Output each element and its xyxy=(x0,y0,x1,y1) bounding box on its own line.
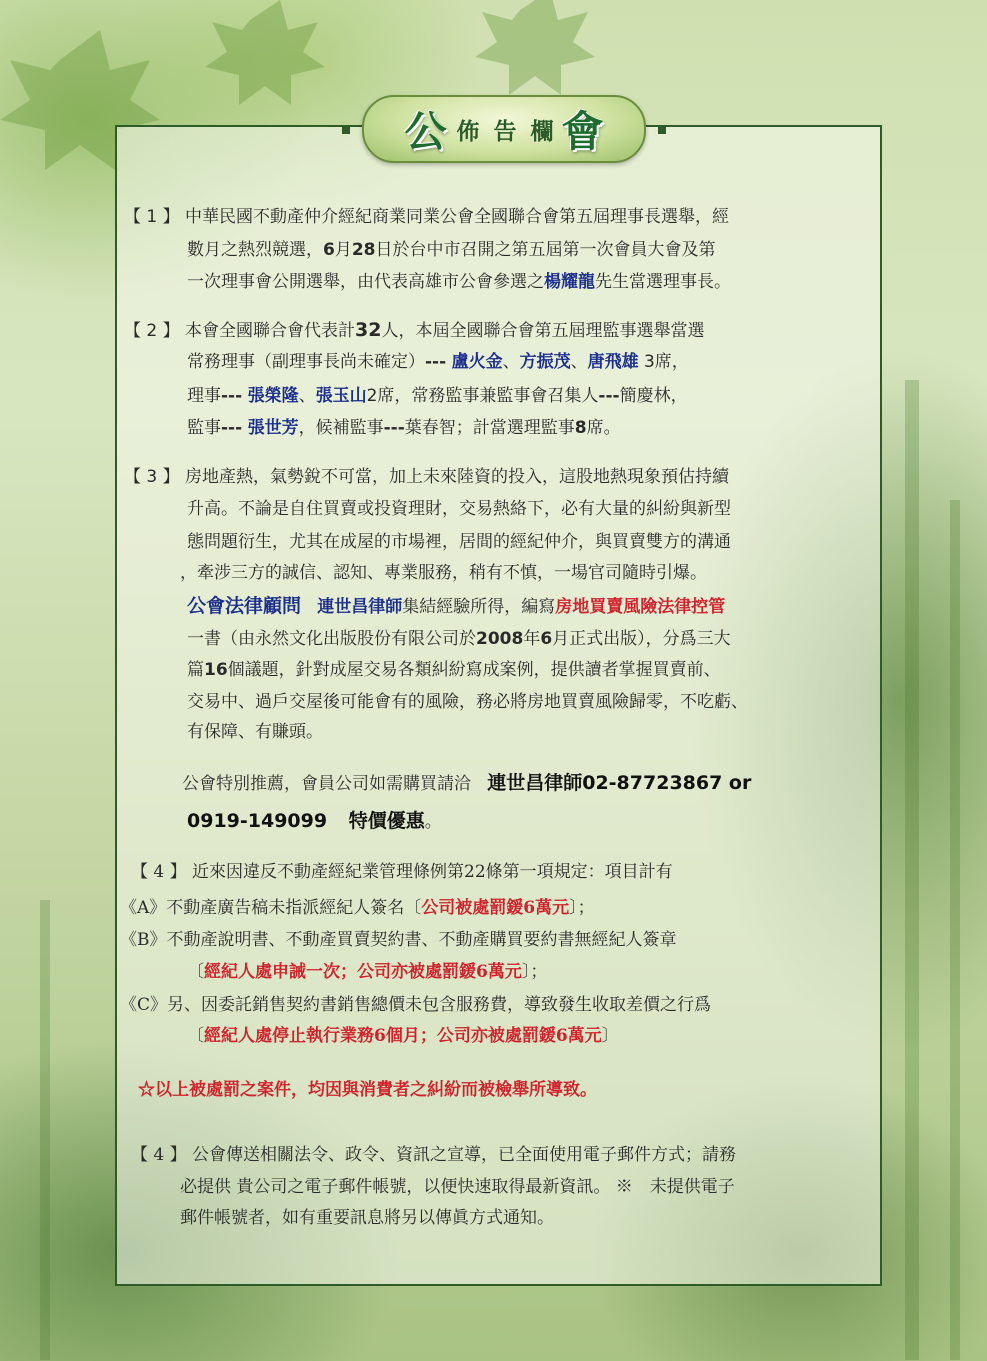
item3-line1: 【 3 】 房地產熱，氣勢銳不可當，加上未來陸資的投入，這股地熱現象預估持續 xyxy=(124,467,730,487)
item2-line4: 監事--- 張世芳，候補監事---葉春智；計當選理監事8席。 xyxy=(187,418,621,438)
item1-line3: 一次理事會公開選舉，由代表高雄市公會參選之楊耀龍先生當選理事長。 xyxy=(187,272,731,292)
legal-advisor-label: 公會法律顧問 xyxy=(187,595,302,617)
item2-line2: 常務理事（副理事長尚未確定）--- 盧火金、方振茂、唐飛雄 3席， xyxy=(187,352,689,372)
title-char-right: 會 xyxy=(561,107,604,156)
item2-line3: 理事--- 張榮隆、張玉山2席，常務監事兼監事會召集人---簡慶林， xyxy=(187,386,688,406)
item3-line6: 一書（由永然文化出版股份有限公司於2008年6月正式出版），分爲三大 xyxy=(187,629,731,649)
item4-c: 《C》另、因委託銷售契約書銷售總價未包含服務費，導致發生收取差價之行爲 xyxy=(120,995,712,1015)
special-price: 特價優惠 xyxy=(348,810,425,832)
contact-lawyer: 連世昌律師 xyxy=(487,772,583,794)
item3-line7: 篇16個議題，針對成屋交易各類糾紛寫成案例，提供讀者掌握買賣前、 xyxy=(187,660,721,680)
item1-marker: 【 1 】 xyxy=(124,207,180,227)
recommend-line1: 公會特別推薦，會員公司如需購買請洽 連世昌律師02-87723867 or xyxy=(182,772,752,794)
chairman-name: 楊耀龍 xyxy=(544,272,595,292)
item3-line5: 公會法律顧問 連世昌律師集結經驗所得，編寫房地買賣風險法律控管 xyxy=(187,595,726,617)
item3-line9: 有保障、有賺頭。 xyxy=(187,722,323,742)
title-ornament-left xyxy=(342,126,350,134)
item5-marker: 【 4 】 xyxy=(131,1145,187,1165)
title-ornament-right xyxy=(658,126,666,134)
item3-marker: 【 3 】 xyxy=(124,467,180,487)
item4-line1: 【 4 】 近來因違反不動產經紀業管理條例第22條第一項規定：項目計有 xyxy=(131,862,673,882)
item4-a: 《A》不動產廣告稿未指派經紀人簽名〔公司被處罰鍰6萬元〕； xyxy=(120,898,595,918)
item3-line3: 態問題衍生，尤其在成屋的市場裡，居間的經紀仲介，與買賣雙方的溝通 xyxy=(187,532,731,552)
item2-marker: 【 2 】 xyxy=(124,321,180,341)
item2-line1: 【 2 】 本會全國聯合會代表計32人，本屆全國聯合會第五屆理監事選舉當選 xyxy=(124,319,705,341)
title-text: 佈告欄 xyxy=(456,117,568,145)
item1-line2: 數月之熱烈競選，6月28日於台中市召開之第五屆第一次會員大會及第 xyxy=(187,240,716,260)
item5-line3: 郵件帳號者，如有重要訊息將另以傳眞方式通知。 xyxy=(180,1208,554,1228)
bulletin-title xyxy=(362,95,646,163)
contact-phone: 02-87723867 or xyxy=(582,772,752,794)
item5-line2: 必提供 貴公司之電子郵件帳號，以便快速取得最新資訊。 ※ 未提供電子 xyxy=(180,1177,735,1197)
title-char-left: 公 xyxy=(404,107,447,156)
item4-marker: 【 4 】 xyxy=(131,862,187,882)
item3-line2: 升高。不論是自住買賣或投資理財，交易熱絡下，必有大量的糾紛與新型 xyxy=(187,499,731,519)
item3-line4: ，牽涉三方的誠信、認知、專業服務，稍有不慎，一場官司隨時引爆。 xyxy=(180,563,707,583)
item4-b-penalty: 〔經紀人處申誡一次；公司亦被處罰鍰6萬元〕； xyxy=(187,962,548,982)
item4-c-penalty: 〔經紀人處停止執行業務6個月；公司亦被處罰鍰6萬元〕 xyxy=(187,1026,619,1046)
contact-mobile: 0919-149099 xyxy=(187,810,328,832)
lawyer-name: 連世昌律師 xyxy=(317,597,403,617)
penalty-notice: ☆以上被處罰之案件，均因與消費者之糾紛而被檢舉所導致。 xyxy=(138,1080,597,1100)
book-title: 房地買賣風險法律控管 xyxy=(555,597,726,617)
item3-line8: 交易中、過戶交屋後可能會有的風險，務必將房地買賣風險歸零，不吃虧、 xyxy=(187,692,748,712)
recommend-line2: 0919-149099 特價優惠。 xyxy=(187,810,442,832)
item4-b: 《B》不動產說明書、不動產買賣契約書、不動產購買要約書無經紀人簽章 xyxy=(120,930,677,950)
item1-line1: 【 1 】 中華民國不動產仲介經紀商業同業公會全國聯合會第五屆理事長選舉，經 xyxy=(124,207,730,227)
item5-line1: 【 4 】 公會傳送相關法令、政令、資訊之宣導，已全面使用電子郵件方式；請務 xyxy=(131,1145,737,1165)
